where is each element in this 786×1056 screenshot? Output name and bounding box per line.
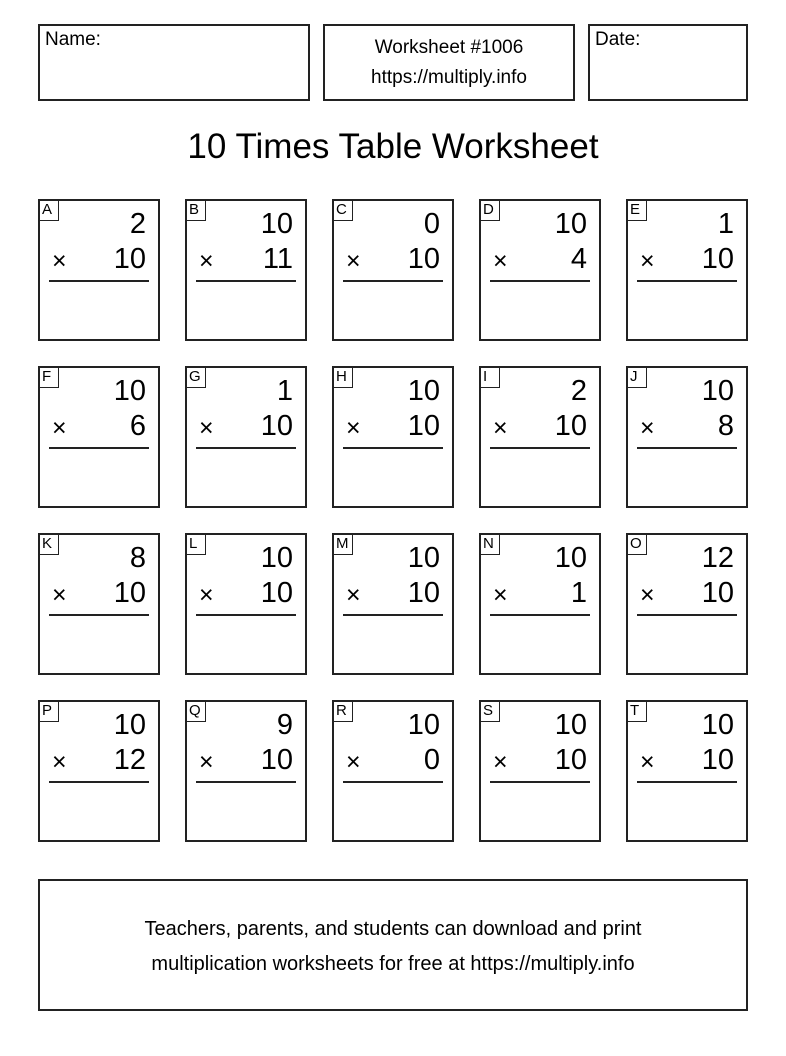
multiply-sign: × <box>640 247 655 275</box>
page-title: 10 Times Table Worksheet <box>187 127 599 166</box>
problem-card[interactable] <box>38 199 160 341</box>
multiply-sign: × <box>640 581 655 609</box>
problem-letter: K <box>39 534 59 555</box>
name-field-box[interactable] <box>38 24 310 101</box>
problem-letter: P <box>39 701 59 722</box>
problem-card[interactable] <box>626 366 748 508</box>
answer-line <box>49 781 149 783</box>
problem-multiplier: 6 <box>129 410 146 442</box>
problem-card[interactable] <box>185 366 307 508</box>
problem-card[interactable] <box>332 533 454 675</box>
problem-card[interactable] <box>479 533 601 675</box>
problem-letter: R <box>333 701 353 722</box>
problem-multiplier: 10 <box>554 410 587 442</box>
problem-multiplicand: 10 <box>701 375 734 407</box>
answer-line <box>49 280 149 282</box>
problem-letter: N <box>480 534 500 555</box>
problem-multiplicand: 10 <box>260 208 293 240</box>
problem-multiplier: 1 <box>570 577 587 609</box>
name-label: Name: <box>45 29 101 50</box>
multiply-sign: × <box>199 748 214 776</box>
problem-multiplier: 10 <box>260 744 293 776</box>
multiply-sign: × <box>346 247 361 275</box>
problem-multiplicand: 10 <box>113 375 146 407</box>
problem-card[interactable] <box>38 533 160 675</box>
problem-multiplicand: 9 <box>276 709 293 741</box>
answer-line <box>490 280 590 282</box>
problem-letter: O <box>627 534 647 555</box>
problem-multiplier: 10 <box>407 410 440 442</box>
problem-multiplier: 10 <box>260 410 293 442</box>
problem-multiplicand: 2 <box>129 208 146 240</box>
problem-multiplier: 4 <box>570 243 587 275</box>
multiply-sign: × <box>52 581 67 609</box>
problem-letter: H <box>333 367 353 388</box>
problem-letter: I <box>480 367 500 388</box>
problem-multiplicand: 10 <box>407 709 440 741</box>
problem-multiplier: 10 <box>407 577 440 609</box>
problem-multiplicand: 10 <box>554 709 587 741</box>
multiply-sign: × <box>52 748 67 776</box>
problem-multiplicand: 10 <box>113 709 146 741</box>
problem-card[interactable] <box>332 366 454 508</box>
problem-letter: C <box>333 200 353 221</box>
multiply-sign: × <box>199 581 214 609</box>
multiply-sign: × <box>640 748 655 776</box>
problem-multiplier: 10 <box>260 577 293 609</box>
problem-card[interactable] <box>332 199 454 341</box>
problem-letter: S <box>480 701 500 722</box>
answer-line <box>343 280 443 282</box>
multiply-sign: × <box>493 581 508 609</box>
multiply-sign: × <box>493 247 508 275</box>
problem-letter: F <box>39 367 59 388</box>
problem-card[interactable] <box>626 199 748 341</box>
problem-multiplicand: 10 <box>407 375 440 407</box>
multiply-sign: × <box>52 247 67 275</box>
multiply-sign: × <box>493 414 508 442</box>
multiply-sign: × <box>640 414 655 442</box>
problem-multiplier: 12 <box>113 744 146 776</box>
problem-letter: T <box>627 701 647 722</box>
problem-multiplier: 0 <box>423 744 440 776</box>
footer-box <box>38 879 748 1011</box>
problem-multiplier: 11 <box>262 243 293 275</box>
multiply-sign: × <box>346 581 361 609</box>
problem-multiplicand: 10 <box>554 542 587 574</box>
problem-card[interactable] <box>38 700 160 842</box>
problem-multiplicand: 2 <box>570 375 587 407</box>
multiply-sign: × <box>346 748 361 776</box>
answer-line <box>196 614 296 616</box>
problem-multiplicand: 10 <box>407 542 440 574</box>
footer-line-2: multiplication worksheets for free at https://multiply.info <box>151 953 635 975</box>
answer-line <box>490 614 590 616</box>
problem-multiplicand: 0 <box>423 208 440 240</box>
worksheet-number: Worksheet #1006 <box>374 37 524 58</box>
problem-multiplier: 8 <box>717 410 734 442</box>
problem-letter: A <box>39 200 59 221</box>
problem-card[interactable] <box>185 533 307 675</box>
answer-line <box>490 781 590 783</box>
problem-multiplier: 10 <box>701 577 734 609</box>
answer-line <box>49 447 149 449</box>
problem-multiplier: 10 <box>701 744 734 776</box>
footer-line-1: Teachers, parents, and students can download and print <box>144 918 642 940</box>
answer-line <box>637 280 737 282</box>
problem-card[interactable] <box>626 700 748 842</box>
multiply-sign: × <box>493 748 508 776</box>
problem-letter: J <box>627 367 647 388</box>
problem-letter: M <box>333 534 353 555</box>
problem-multiplicand: 10 <box>701 709 734 741</box>
date-label: Date: <box>595 29 641 50</box>
multiply-sign: × <box>346 414 361 442</box>
answer-line <box>637 447 737 449</box>
answer-line <box>343 614 443 616</box>
date-field-box[interactable] <box>588 24 748 101</box>
problem-card[interactable] <box>479 199 601 341</box>
problem-multiplier: 10 <box>407 243 440 275</box>
problem-multiplier: 10 <box>701 243 734 275</box>
problem-multiplicand: 12 <box>701 542 734 574</box>
problem-multiplier: 10 <box>113 577 146 609</box>
problem-multiplicand: 1 <box>276 375 293 407</box>
worksheet-info-box <box>323 24 575 101</box>
multiply-sign: × <box>199 414 214 442</box>
answer-line <box>343 447 443 449</box>
answer-line <box>49 614 149 616</box>
answer-line <box>343 781 443 783</box>
answer-line <box>196 280 296 282</box>
problem-multiplicand: 10 <box>260 542 293 574</box>
problem-multiplicand: 10 <box>554 208 587 240</box>
problem-letter: D <box>480 200 500 221</box>
multiply-sign: × <box>199 247 214 275</box>
problem-letter: E <box>627 200 647 221</box>
answer-line <box>637 781 737 783</box>
problem-multiplier: 10 <box>113 243 146 275</box>
problem-card[interactable] <box>185 199 307 341</box>
problem-multiplier: 10 <box>554 744 587 776</box>
problem-card[interactable] <box>332 700 454 842</box>
problem-letter: L <box>186 534 206 555</box>
problem-card[interactable] <box>479 366 601 508</box>
answer-line <box>196 781 296 783</box>
multiply-sign: × <box>52 414 67 442</box>
problem-card[interactable] <box>479 700 601 842</box>
problem-multiplicand: 1 <box>717 208 734 240</box>
answer-line <box>490 447 590 449</box>
problem-letter: G <box>186 367 206 388</box>
answer-line <box>637 614 737 616</box>
problem-letter: Q <box>186 701 206 722</box>
problem-card[interactable] <box>185 700 307 842</box>
worksheet-url: https://multiply.info <box>371 67 527 88</box>
problem-card[interactable] <box>38 366 160 508</box>
answer-line <box>196 447 296 449</box>
problem-letter: B <box>186 200 206 221</box>
problem-card[interactable] <box>626 533 748 675</box>
problem-multiplicand: 8 <box>129 542 146 574</box>
